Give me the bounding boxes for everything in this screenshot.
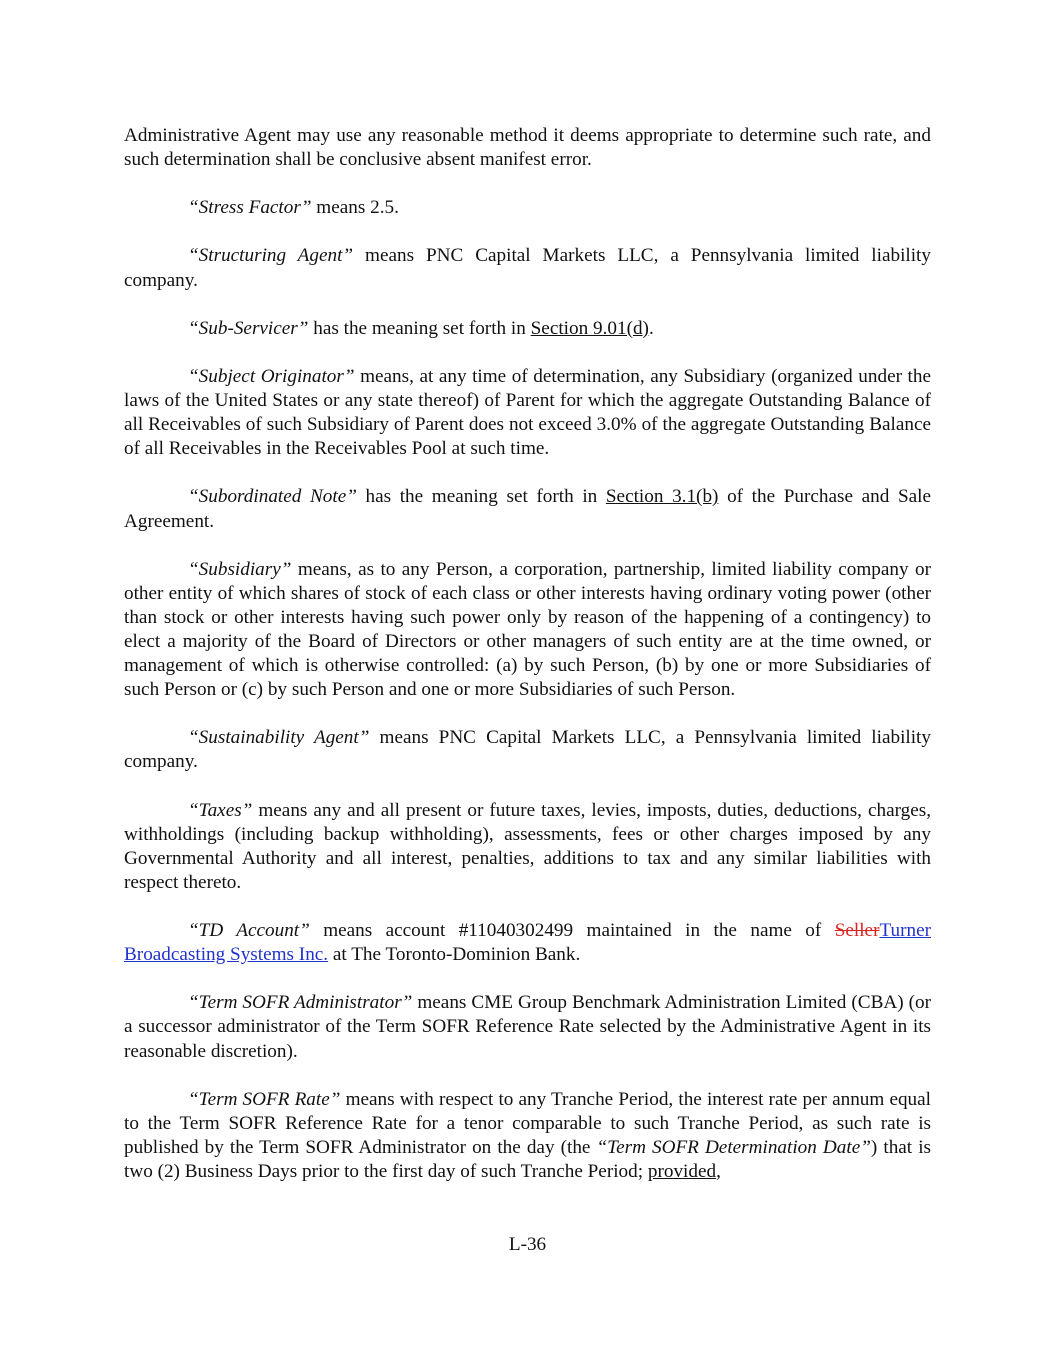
defined-term: “Term SOFR Rate” [188, 1088, 341, 1110]
definition-text: means account #11040302499 maintained in the name of [309, 920, 835, 942]
definition-text: . [648, 317, 654, 339]
definition-sustainability-agent [124, 726, 931, 774]
definition-td-account [124, 919, 931, 967]
definition-term-sofr-administrator [124, 991, 931, 1063]
section-reference: Section 9.01(d) [530, 317, 649, 339]
definition-stress-factor [124, 196, 931, 220]
document-page [124, 124, 931, 1184]
continuation-paragraph: Administrative Agent may use any reasonable method it deems appropriate to determine such rate, and such determination shall be conclusive absent manifest error. [124, 125, 931, 171]
definition-text: ) that is two (2) Business Days prior to the first day of such Tranche Period; [124, 1136, 931, 1183]
definition-text: has the meaning set forth in [356, 486, 606, 508]
section-reference: Section 3.1(b) [605, 486, 719, 508]
definition-text: of the Purchase and Sale Agreement. [124, 486, 931, 532]
inserted-text: Turner Broadcasting Systems Inc. [124, 920, 931, 966]
defined-term: “Subsidiary” [188, 558, 292, 580]
definition-text: means, as to any Person, a corporation, partnership, limited liability company or other entity of which shares of stock of each class or other interests having ordinary voting power (other than stock or other interests having such power only by reason of the happening of a contingency) to elect a majority of the Board of Directors or other managers of such entity are at the time owned, or management of which is otherwise controlled: (a) by such Person, (b) by one or more Subsidiaries of such Person or (c) by such Person and one or more Subsidiaries of such Person. [124, 558, 931, 701]
definition-text: at The Toronto-Dominion Bank. [328, 944, 581, 966]
definition-text: means any and all present or future taxes, levies, imposts, duties, deductions, charges, withholdings (including backup withholding), assessments, fees or other charges imposed by any Governmental Authority and all interest, penalties, additions to tax and any similar liabilities with respect thereto. [124, 799, 931, 893]
defined-term: “Subject Originator” [188, 365, 355, 387]
defined-term: “Sub-Servicer” [188, 317, 309, 339]
definition-text: means with respect to any Tranche Period, the interest rate per annum equal to the Term SOFR Reference Rate for a tenor comparable to such Tranche Period, as such rate is published by the Term SOFR Administrator on the day (the [124, 1088, 932, 1158]
definition-subsidiary [124, 558, 931, 703]
deleted-text: Seller [834, 920, 880, 942]
definition-subject-originator [124, 365, 931, 461]
definition-taxes [124, 799, 931, 895]
defined-term: “Taxes” [188, 799, 253, 821]
definition-text: means 2.5. [311, 197, 399, 219]
defined-term: “Term SOFR Determination Date” [596, 1136, 871, 1158]
page-number: L-36 [508, 1234, 547, 1255]
defined-term: “Structuring Agent” [188, 245, 354, 267]
definition-term-sofr-rate [124, 1088, 931, 1184]
defined-term: “Stress Factor” [188, 197, 312, 219]
definition-text: means PNC Capital Markets LLC, a Pennsylvania limited liability company. [124, 727, 931, 773]
proviso-term: provided [647, 1161, 717, 1183]
definition-text: has the meaning set forth in [308, 317, 531, 339]
defined-term: “Sustainability Agent” [188, 727, 370, 749]
defined-term: “Term SOFR Administrator” [188, 992, 413, 1014]
definition-text: , [716, 1161, 721, 1183]
defined-term: “TD Account” [188, 920, 310, 942]
definition-sub-servicer [124, 317, 931, 341]
definition-text: means CME Group Benchmark Administration Limited (CBA) (or a successor administrator of the Term SOFR Reference Rate selected by the Administrative Agent in its reasonable discretion). [124, 992, 932, 1062]
defined-term: “Subordinated Note” [188, 486, 357, 508]
definition-text: means, at any time of determination, any Subsidiary (organized under the laws of the United States or any state thereof) of Parent for which the aggregate Outstanding Balance of all Receivables of such Subsidiary of Parent does not exceed 3.0% of the aggregate Outstanding Balance of all Receivables in the Receivables Pool at such time. [124, 365, 931, 460]
definition-subordinated-note [124, 485, 931, 533]
definition-structuring-agent [124, 244, 931, 292]
definition-text: means PNC Capital Markets LLC, a Pennsylvania limited liability company. [124, 245, 931, 291]
